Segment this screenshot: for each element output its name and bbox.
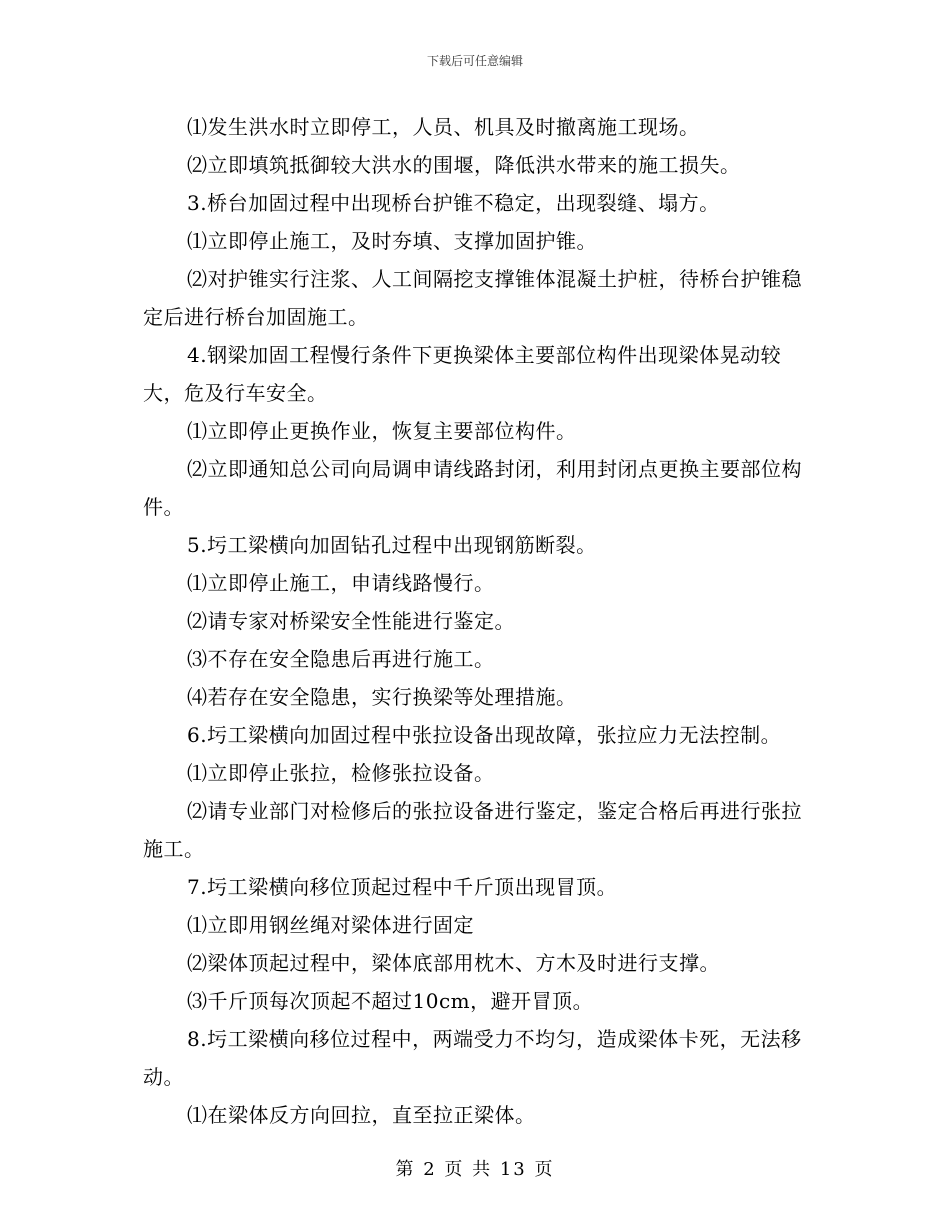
paragraph: 7.圬工梁横向移位顶起过程中千斤顶出现冒顶。	[187, 875, 618, 899]
paragraph: 3.桥台加固过程中出现桥台护锥不稳定，出现裂缝、塌方。	[187, 191, 720, 215]
paragraph: ⑵立即填筑抵御较大洪水的围堰，降低洪水带来的施工损失。	[187, 153, 741, 177]
paragraph: ⑵对护锥实行注浆、人工间隔挖支撑锥体混凝土护桩，待桥台护锥稳定后进行桥台加固施工。	[143, 267, 802, 329]
paragraph: 8.圬工梁横向移位过程中，两端受力不均匀，造成梁体卡死，无法移动。	[143, 1027, 802, 1089]
paragraph: ⑴立即用钢丝绳对梁体进行固定	[187, 913, 474, 937]
paragraph: ⑴立即停止施工，及时夯填、支撑加固护锥。	[187, 229, 597, 253]
paragraph: ⑶不存在安全隐患后再进行施工。	[187, 647, 495, 671]
paragraph: 4.钢梁加固工程慢行条件下更换梁体主要部位构件出现梁体晃动较大，危及行车安全。	[143, 343, 782, 405]
paragraph: ⑴立即停止施工，申请线路慢行。	[187, 571, 495, 595]
page-footer: 第 2 页 共 13 页	[395, 1159, 555, 1180]
document-body	[143, 108, 813, 1134]
paragraph: ⑴在梁体反方向回拉，直至拉正梁体。	[187, 1103, 536, 1127]
page-header: 下载后可任意编辑	[426, 54, 523, 68]
paragraph: 6.圬工梁横向加固过程中张拉设备出现故障，张拉应力无法控制。	[187, 723, 782, 747]
paragraph: ⑵立即通知总公司向局调申请线路封闭，利用封闭点更换主要部位构件。	[143, 457, 802, 519]
paragraph: ⑷若存在安全隐患，实行换梁等处理措施。	[187, 685, 577, 709]
paragraph: ⑴立即停止更换作业，恢复主要部位构件。	[187, 419, 577, 443]
paragraph: ⑴立即停止张拉，检修张拉设备。	[187, 761, 495, 785]
paragraph: 5.圬工梁横向加固钻孔过程中出现钢筋断裂。	[187, 533, 597, 557]
paragraph: ⑴发生洪水时立即停工，人员、机具及时撤离施工现场。	[187, 115, 700, 139]
paragraph: ⑶千斤顶每次顶起不超过10cm，避开冒顶。	[187, 989, 594, 1013]
paragraph: ⑵梁体顶起过程中，梁体底部用枕木、方木及时进行支撑。	[187, 951, 720, 975]
paragraph: ⑵请专家对桥梁安全性能进行鉴定。	[187, 609, 515, 633]
paragraph: ⑵请专业部门对检修后的张拉设备进行鉴定，鉴定合格后再进行张拉施工。	[143, 799, 802, 861]
